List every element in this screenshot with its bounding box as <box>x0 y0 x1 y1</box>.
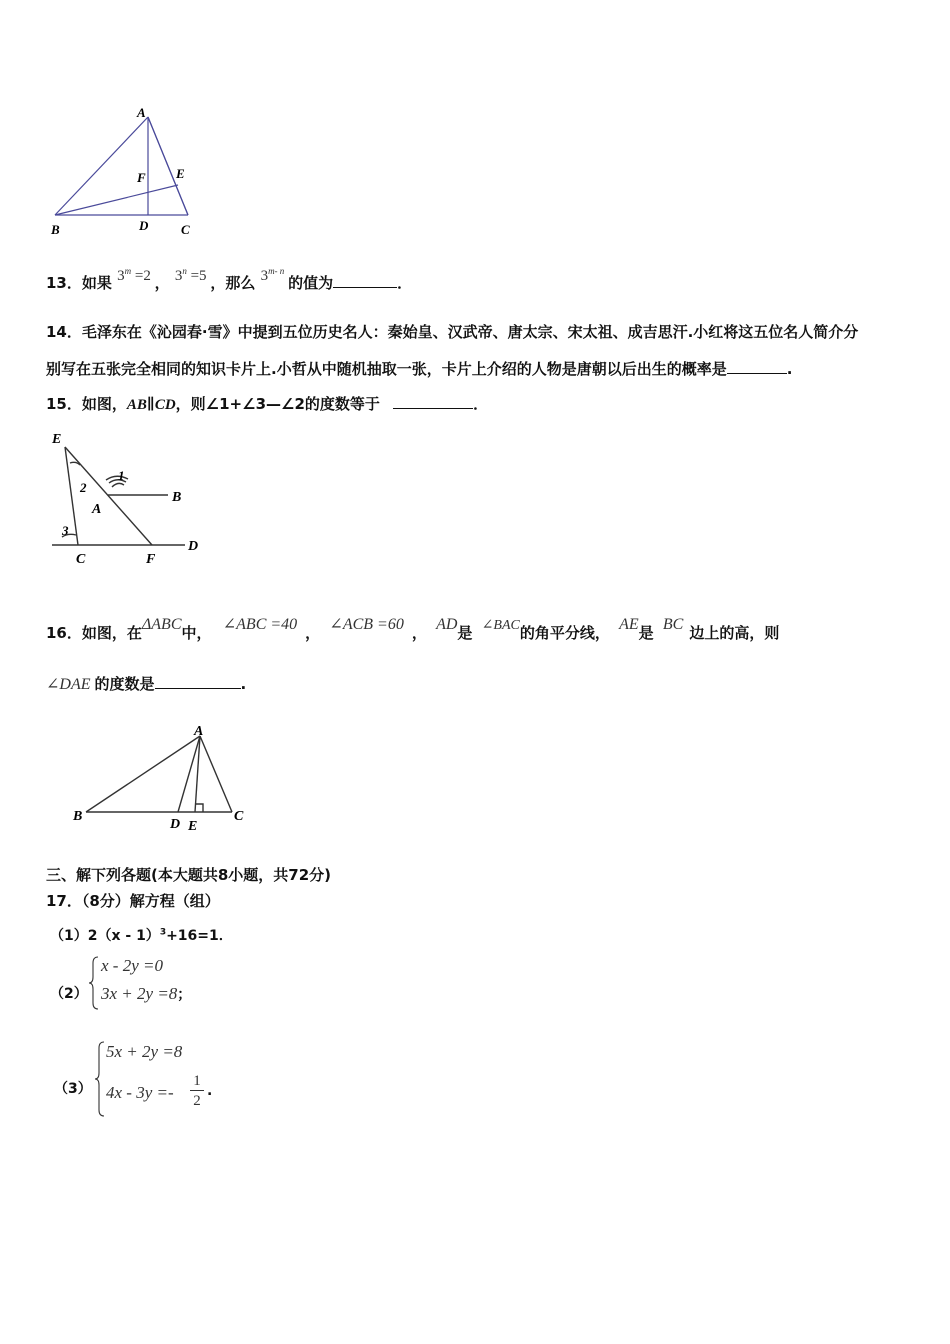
label-b: B <box>73 809 83 824</box>
q13-then: ，那么 <box>210 274 256 292</box>
q17-p1-exponent: 3 <box>159 927 167 938</box>
q17-p3-numerator: 1 <box>190 1072 204 1091</box>
label-3: 3 <box>62 523 69 538</box>
q17-part-2-brace <box>88 955 100 1011</box>
label-d: D <box>170 817 181 832</box>
triangle-figure-abc-def <box>40 100 210 240</box>
question-14-line-1: 14．毛泽东在《沁园春·雪》中提到五位历史名人：秦始皇、汉武帝、唐太宗、宋太祖、成吉思汗.小红将这五位名人简介分 <box>46 323 859 341</box>
q14-text: 别写在五张完全相同的知识卡片上.小哲从中随机抽取一张，卡片上介绍的人物是唐朝以后出生的概率是 <box>46 360 727 378</box>
q13-comma: ， <box>154 274 170 292</box>
q17-p2-eq2 <box>101 984 191 1004</box>
label-d: D <box>188 539 199 554</box>
q13-eq2-exp: n <box>182 266 187 276</box>
q13-answer-blank[interactable] <box>333 273 397 288</box>
q16-comma-2: ， <box>411 624 427 642</box>
q13-eq2 <box>175 268 210 284</box>
q17-part-3-label: （3） <box>54 1081 92 1097</box>
q15-answer-blank[interactable] <box>393 394 473 409</box>
q16-angle-abc: ∠ABC =40 <box>222 616 298 633</box>
q17-p1-pre: （1）2（x - 1） <box>50 928 160 944</box>
q16-comma-1: ， <box>305 624 321 642</box>
label-c: C <box>76 552 86 567</box>
q16-angle-bac: ∠BAC <box>481 618 520 633</box>
q16-ae: AE <box>619 616 639 633</box>
label-e: E <box>176 166 185 181</box>
label-a: A <box>194 724 204 739</box>
q13-eq1-rhs: =2 <box>134 268 151 284</box>
q16-end: . <box>240 675 247 693</box>
q17-p3-end: . <box>207 1083 213 1099</box>
q17-p1-post: +16=1． <box>166 928 233 944</box>
q15-pre: 15．如图， <box>46 395 127 413</box>
q16-in: 中， <box>181 624 212 642</box>
q13-end: ． <box>397 274 413 292</box>
q15-post: ，则∠1+∠3—∠2的度数等于 <box>175 395 380 413</box>
triangle-bisector-figure <box>68 722 258 837</box>
q16-bc: BC <box>662 616 684 633</box>
q13-eq3 <box>261 268 289 284</box>
q17-part-1 <box>50 925 233 945</box>
q17-p2-eq2-text: 3x + 2y =8 <box>101 984 178 1003</box>
q13-eq1-exp: m <box>124 266 132 276</box>
q13-number: 13． <box>46 274 82 292</box>
q17-part-3-brace <box>94 1040 106 1118</box>
q16-bisector: 的角平分线， <box>519 624 610 642</box>
label-c: C <box>234 809 244 824</box>
q16-is-1: 是 <box>457 624 473 642</box>
label-1: 1 <box>118 468 125 483</box>
label-e: E <box>188 819 198 834</box>
q17-p3-fraction <box>190 1072 204 1111</box>
q17-p3-eq2 <box>106 1083 174 1103</box>
q17-p3-eq2-text: 4x - 3y =- <box>106 1083 174 1102</box>
q16-number: 16．如图，在 <box>46 624 142 642</box>
q16-angle-acb: ∠ACB =60 <box>329 616 404 633</box>
section-3-heading: 三、解下列各题(本大题共8小题，共72分) <box>46 866 332 884</box>
label-b: B <box>51 222 60 237</box>
q17-p3-eq1: 5x + 2y =8 <box>106 1042 183 1061</box>
q13-eq1 <box>117 268 154 284</box>
q17-p2-end: ； <box>177 987 192 1003</box>
q13-eq2-rhs: =5 <box>190 268 207 284</box>
label-2: 2 <box>80 480 87 495</box>
q15-end: ． <box>473 395 489 413</box>
q16-is-2: 是 <box>638 624 654 642</box>
q14-answer-blank[interactable] <box>727 359 787 374</box>
label-d: D <box>139 218 149 233</box>
q13-eq2-base: 3 <box>174 268 183 284</box>
q13-tail: 的值为 <box>288 274 334 292</box>
q13-eq3-exp: m- n <box>268 266 285 276</box>
label-c: C <box>181 222 190 237</box>
question-16-line-1 <box>46 616 780 643</box>
label-e: E <box>52 432 62 447</box>
q16-answer-blank[interactable] <box>155 674 241 689</box>
parallel-lines-figure <box>40 425 220 570</box>
label-a: A <box>92 502 102 517</box>
label-f: F <box>146 552 156 567</box>
q13-eq1-base: 3 <box>117 268 125 284</box>
q17-p2-eq1: x - 2y =0 <box>101 956 163 975</box>
question-17-title: 17．（8分）解方程（组） <box>46 892 220 910</box>
question-16-line-2 <box>46 673 246 694</box>
question-14-line-2 <box>46 358 792 379</box>
q17-part-2-label: （2） <box>50 986 88 1002</box>
q14-end: . <box>786 360 793 378</box>
label-a: A <box>137 105 146 120</box>
label-b: B <box>172 490 182 505</box>
q17-p3-denominator: 2 <box>193 1093 201 1109</box>
q13-if: 如果 <box>81 274 112 292</box>
q15-condition: AB∥CD <box>126 397 176 413</box>
q16-height: 边上的高，则 <box>689 624 780 642</box>
label-f: F <box>137 170 146 185</box>
q13-eq3-base: 3 <box>260 268 269 284</box>
q16-ad: AD <box>436 616 458 633</box>
q16-angle-dae: ∠DAE <box>46 676 91 693</box>
question-15 <box>46 393 488 414</box>
question-13 <box>46 266 413 293</box>
q16-triangle: ΔABC <box>141 616 182 633</box>
q16-ask: 的度数是 <box>94 675 155 693</box>
